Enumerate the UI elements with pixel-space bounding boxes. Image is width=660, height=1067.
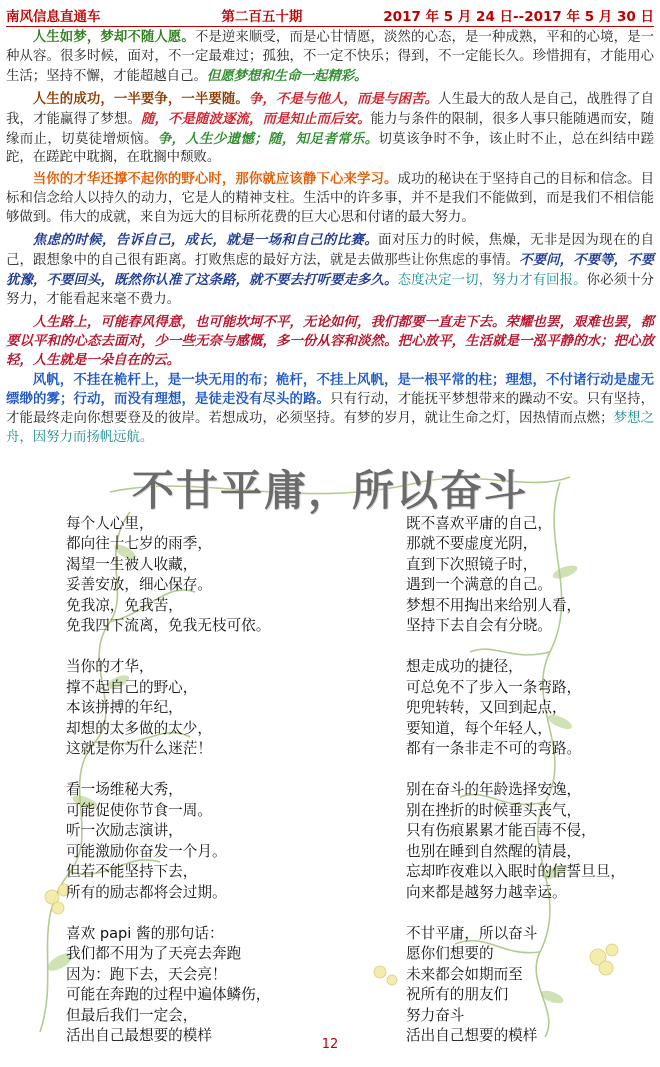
poem-line: 这就是你为什么迷茫！ [66, 740, 212, 758]
poem-line: 却想的太多做的太少， [66, 719, 212, 737]
poem-line: 但最后我们一定会， [66, 1006, 198, 1024]
poem-line: 遇到一个满意的自己。 [406, 576, 552, 594]
poem-line: 本该拼搏的年纪， [66, 699, 183, 717]
p2-struggle: 争，不是与他人，而是与困苦。 [248, 90, 439, 107]
poem-line: 不甘平庸，所以奋斗 [406, 924, 538, 942]
poem-line: 向来都是越努力越幸运。 [406, 883, 567, 901]
poem-line: 看一场维秘大秀， [66, 781, 183, 799]
p4-tail: 你必须十分努力，才能看起来毫不费力。 [6, 272, 655, 307]
p1-body: 不是逆来顺受，而是心甘情愿，淡然的心态，是一种成熟，平和的心境，是一种从容。很多时候，面对，不一定最难过；孤独，不一定不快乐；得到，不一定能长久。珍惜拥有，才能用心生活；坚持不懈，才能超越自己。 [6, 30, 655, 84]
poem-line: 免我四下流离，免我无枝可依。 [66, 617, 271, 635]
poem-line: 兜兜转转，又回到起点， [406, 699, 567, 717]
p2-motto: 争，人生少遗憾；随，知足者常乐。 [157, 130, 379, 147]
p4-dont: 不要问，不要等，不要犹豫，不要回头，既然你认准了这条路，就不要去打听要走多久。 [6, 251, 655, 288]
p6-lead: 风帆，不挂在桅杆上，是一块无用的布；桅杆，不挂上风帆，是一根平常的柱；理想，不付诸行动是虚无缥缈的雾；行动，而没有理想，是徒走没有尽头的路。 [6, 373, 654, 408]
poem-line: 要知道，每个年轻人， [406, 719, 552, 737]
article-body [6, 29, 654, 451]
poem-line: 梦想不用掏出来给别人看， [406, 596, 582, 614]
p6-tail: 梦想之舟，因努力而扬帆远航。 [6, 411, 655, 446]
poem-line: 可能激励你奋发一个月。 [66, 842, 227, 860]
issue-number: 第二百五十期 [221, 9, 303, 25]
poem-line: 忘却昨夜难以入眠时的信誓旦旦， [406, 863, 625, 881]
paragraph-3 [6, 171, 654, 228]
poem-line: 免我凉，免我苦， [66, 596, 183, 614]
poem-line: 直到下次照镜子时， [406, 555, 538, 573]
poem-line: 别在奋斗的年龄选择安逸， [406, 781, 582, 799]
poem-title: 不甘平庸，所以奋斗 [131, 466, 528, 515]
newsletter-header [6, 4, 654, 27]
poem-line: 都向往十七岁的雨季， [66, 535, 212, 553]
poem-right-column [406, 514, 646, 1067]
poem-stanza [66, 514, 366, 636]
poem-line: 活出自己最想要的模样 [66, 1026, 212, 1044]
poem-line: 渴望一生被人收藏， [66, 555, 198, 573]
poem-line: 当你的才华， [66, 658, 154, 676]
p1-lead: 人生如梦，梦却不随人愿。 [32, 30, 195, 45]
poem-line: 但若不能坚持下去， [66, 863, 198, 881]
poem-line: 活出自己想要的模样 [406, 1026, 538, 1044]
poem-stanza [406, 780, 646, 902]
poem-line: 可能促使你节食一周。 [66, 801, 212, 819]
poem-line: 想走成功的捷径， [406, 658, 523, 676]
poem-line: 喜欢 papi 酱的那句话： [66, 924, 224, 942]
poem-line: 祝所有的朋友们 [406, 986, 509, 1004]
p4-body: 面对压力的时候，焦燥，无非是因为现在的自己，跟想象中的自己很有距离。打败焦虑的最好方法，就是去做那些让你焦虑的事情。 [6, 233, 655, 268]
poem-line: 可能在奔跑的过程中遍体鳞伤， [66, 986, 271, 1004]
poem-stanza [66, 657, 366, 759]
poem-line: 努力奋斗 [406, 1006, 465, 1024]
p2-follow: 随，不是随波逐流，而是知止而后安。 [141, 110, 371, 127]
poem-stanza [66, 780, 366, 902]
poem-line: 那就不要虚度光阴， [406, 535, 538, 553]
poem-line: 撑不起自己的野心， [66, 678, 198, 696]
poem-line: 可总免不了步入一条弯路， [406, 678, 582, 696]
p2-lead: 人生的成功，一半要争，一半要随。 [32, 91, 249, 107]
p3-body: 成功的秘诀在于坚持自己的目标和信念。目标和信念给人以持久的动力，它是人的精神支柱。生活中的许多事，并不是我们不能做到，而是我们不相信能够做到。伟大的成就，来自为远大的目标所花费的巨大心思和付诸的最大努力。 [6, 172, 654, 226]
p6-body: 只有行动，才能抚平梦想带来的躁动不安。只有坚持，才能最终走向你想要登及的彼岸。若想成功，必须坚持。有梦的岁月，就让生命之灯，因热情而点燃； [6, 392, 655, 427]
poem-line: 我们都不用为了天亮去奔跑 [66, 945, 242, 963]
p3-lead: 当你的才华还撑不起你的野心时，那你就应该静下心来学习。 [32, 172, 398, 188]
poem-line: 所有的励志都将会过期。 [66, 883, 227, 901]
poem-stanza [406, 924, 646, 1046]
poem-line: 既不喜欢平庸的自己， [406, 515, 552, 532]
poem-line: 别在挫折的时候垂头丧气， [406, 801, 582, 819]
paragraph-1 [6, 29, 654, 87]
poem-stanza [66, 924, 366, 1046]
poem-line: 因为：跑下去，天会亮！ [66, 965, 227, 983]
poem-line: 愿你们想要的 [406, 945, 494, 963]
poem-left-column [66, 514, 366, 1067]
paragraph-2 [6, 90, 654, 169]
poem-line: 未来都会如期而至 [406, 965, 523, 983]
p2-body3: 切莫该争时不争，该止时不止，总在纠结中蹉跎，在蹉跎中耽搁，在耽搁中颓败。 [6, 131, 655, 166]
poem-line: 坚持下去自会有分晓。 [406, 617, 552, 635]
paragraph-6 [6, 372, 654, 448]
p2-body1: 人生最大的敌人是自己，战胜得了自我，才能赢得了梦想。 [6, 91, 655, 127]
poem-section [0, 452, 660, 1042]
poem-line: 都有一条非走不可的弯路。 [406, 740, 582, 758]
poem-line: 妥善安放，细心保存。 [66, 576, 212, 594]
paragraph-4 [6, 231, 654, 310]
poem-line: 也别在睡到自然醒的清晨， [406, 842, 582, 860]
poem-stanza [406, 657, 646, 759]
newsletter-name: 南风信息直通车 [6, 9, 101, 25]
poem-line: 每个人心里， [66, 515, 154, 532]
p1-tail: 但愿梦想和生命一起精彩。 [206, 67, 368, 84]
poem-line: 听一次励志演讲， [66, 822, 183, 840]
issue-date-range: 2017 年 5 月 24 日--2017 年 5 月 30 日 [383, 9, 654, 25]
p4-lead: 焦虑的时候，告诉自己，成长，就是一场和自己的比赛。 [32, 232, 379, 249]
page-number: 12 [321, 1037, 339, 1052]
paragraph-5: 人生路上，可能春风得意，也可能坎坷不平，无论如何，我们都要一直走下去。荣耀也罢，艰难也罢，都要以平和的心态去面对，少一些无奈与感慨，多一份从容和淡然。把心放平，生活就是一泓平静的水；把心放轻，人生就是一朵自在的云。 [6, 313, 654, 368]
p4-attitude: 态度决定一切，努力才有回报。 [397, 272, 587, 288]
poem-line: 只有伤痕累累才能百毒不侵， [406, 822, 596, 840]
poem-stanza [406, 514, 646, 636]
p2-body2: 能力与条件的限制，很多人事只能随遇而安，随缘而止，切莫徒增烦恼。 [6, 111, 655, 147]
